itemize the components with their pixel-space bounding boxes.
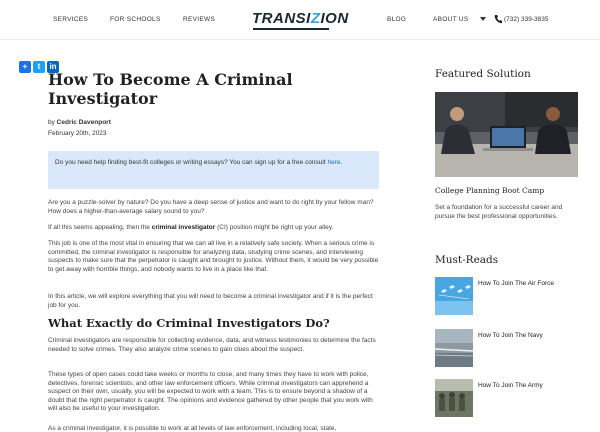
site-logo[interactable] xyxy=(252,10,349,27)
paragraph xyxy=(48,224,380,233)
paragraph: Criminal investigators are responsible for collecting evidence, data, and witness testimonies to determine the facts needed to solve crimes. They also analyze crime scenes to gain clues about the suspect. xyxy=(48,337,376,353)
must-read-link[interactable]: How To Join The Air Force xyxy=(478,280,554,287)
paragraph: This job is one of the most vital in ensuring that we can all live in a relatively safe society. When a serious crime is committed, the criminal investigator is responsible for analyzing data, studying crime scenes, and interviewing suspects to make sure that the perpetrator is caught and brought to justice. Without them, it would be very possible to get away with horrible things, and nobody wants to live in a place like that. xyxy=(48,240,379,273)
byline-prefix: by xyxy=(48,119,57,126)
linkedin-icon[interactable]: in xyxy=(47,61,59,73)
paragraph: In this article, we will explore everything that you will need to become a criminal investigator and if it is the perfect job for you. xyxy=(48,293,373,309)
callout-text: Do you need help finding best-fit colleges or writing essays? You can sign up for a free consult xyxy=(55,159,328,166)
byline xyxy=(48,119,111,126)
featured-image[interactable] xyxy=(435,92,578,177)
phone-icon xyxy=(494,14,502,24)
must-read-thumbnail[interactable] xyxy=(435,428,473,432)
logo-text-main: TRANSI xyxy=(252,10,311,27)
army-thumbnail[interactable] xyxy=(435,379,473,417)
nav-about-us[interactable]: ABOUT US xyxy=(433,16,469,23)
must-read-link[interactable]: How To Join The Army xyxy=(478,382,543,389)
nav-services[interactable]: SERVICES xyxy=(53,16,89,23)
navy-thumbnail[interactable] xyxy=(435,329,473,367)
paragraph: These types of open cases could take weeks or months to close, and many times they have to work with police, detectives, forensic scientists, and other law enforcement officers. While criminal investigators can apprehend a suspect on their own, usually, you will be expected to work with a team. This is to ensure beyond a shadow of a doubt that the right perpetrator is caught. The opinions and evidence gathered by other people that you work with will also be useful to your investigation. xyxy=(48,371,373,412)
p2-after: (CI) position might be right up your alley. xyxy=(215,224,334,231)
featured-caption[interactable]: College Planning Boot Camp xyxy=(435,186,545,195)
consult-link[interactable]: here xyxy=(327,159,341,166)
featured-description: Set a foundation for a successful career and pursue the best professional opportunities. xyxy=(435,204,563,220)
callout-end: . xyxy=(340,159,343,166)
site-header xyxy=(0,0,600,40)
paragraph: As a criminal investigator, it is possible to work at all levels of law enforcement, including local, state, xyxy=(48,425,337,432)
phone-number[interactable]: (732) 339-3835 xyxy=(504,16,549,23)
logo-text-end: ION xyxy=(320,10,349,27)
author-name[interactable]: Cedric Davenport xyxy=(56,119,111,126)
twitter-icon[interactable]: t xyxy=(33,61,45,73)
logo-text-accent: Z xyxy=(310,10,321,27)
chevron-down-icon[interactable] xyxy=(480,17,486,21)
nav-reviews[interactable]: REVIEWS xyxy=(183,16,216,23)
article-title: How To Become A Criminal Investigator xyxy=(48,70,293,108)
logo-underline xyxy=(253,28,329,30)
air-force-thumbnail[interactable] xyxy=(435,277,473,315)
featured-heading: Featured Solution xyxy=(435,68,531,80)
consult-callout xyxy=(48,151,379,189)
paragraph: Are you a puzzle-solver by nature? Do you have a deep sense of justice and want to do right by your fellow man? How does a higher-than-average salary sound to you? xyxy=(48,199,374,215)
nav-for-schools[interactable]: FOR SCHOOLS xyxy=(110,16,161,23)
p2-before: If all this seems appealing, then the xyxy=(48,224,152,231)
publish-date: February 20th, 2023 xyxy=(48,130,107,137)
p2-bold: criminal investigator xyxy=(151,224,216,231)
must-reads-heading: Must-Reads xyxy=(435,254,499,266)
share-icon[interactable]: + xyxy=(19,61,31,73)
section-heading: What Exactly do Criminal Investigators Do? xyxy=(48,316,330,330)
must-read-link[interactable]: How To Join The Navy xyxy=(478,332,543,339)
nav-blog[interactable]: BLOG xyxy=(387,16,407,23)
